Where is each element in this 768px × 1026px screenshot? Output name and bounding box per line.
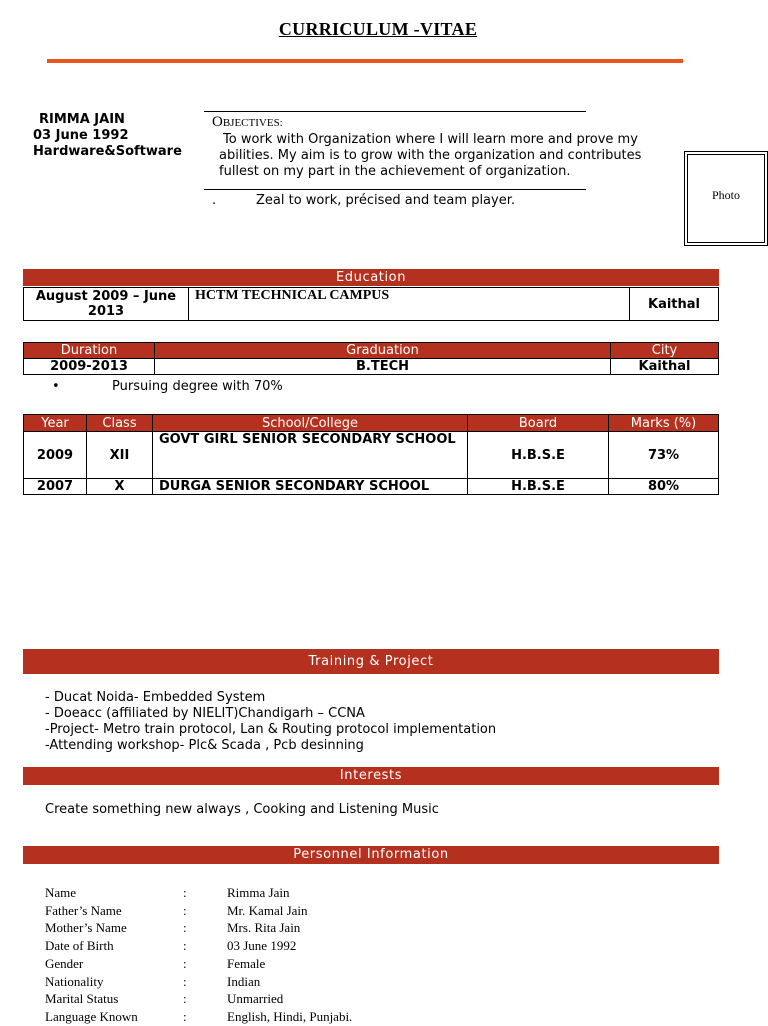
cell-class: X <box>87 479 153 495</box>
cell-board: H.B.S.E <box>468 432 609 479</box>
col-year: Year <box>24 415 87 432</box>
education-city: Kaithal <box>630 288 719 321</box>
col-marks: Marks (%) <box>609 415 719 432</box>
info-value: Indian <box>227 973 261 989</box>
training-list <box>45 690 496 754</box>
col-city: City <box>611 343 719 359</box>
col-class: Class <box>87 415 153 432</box>
objective-line: abilities. My aim is to grow with the organization and contributes <box>219 148 642 163</box>
cell-school: DURGA SENIOR SECONDARY SCHOOL <box>153 479 468 495</box>
list-item <box>45 937 352 955</box>
candidate-dob: 03 June 1992 <box>33 128 129 143</box>
table-row <box>24 479 719 495</box>
graduation-note <box>52 379 283 394</box>
cell-class: XII <box>87 432 153 479</box>
photo-frame <box>684 151 768 246</box>
info-key: Gender <box>45 955 84 971</box>
candidate-name: RIMMA JAIN <box>39 112 125 127</box>
col-duration: Duration <box>24 343 155 359</box>
info-value: Mrs. Rita Jain <box>227 920 301 936</box>
education-institute: HCTM TECHNICAL CAMPUS <box>189 288 630 321</box>
strength-line <box>212 193 515 208</box>
list-item <box>45 919 352 937</box>
list-item <box>45 884 352 902</box>
table-row <box>24 432 719 479</box>
photo-label: Photo <box>687 154 765 243</box>
cell-duration: 2009-2013 <box>24 359 155 375</box>
education-period: August 2009 – June 2013 <box>24 288 189 321</box>
info-sep: : <box>183 902 187 918</box>
graduation-table <box>23 342 719 375</box>
info-value: English, Hindi, Punjabi. <box>227 1008 353 1024</box>
cell-marks: 73% <box>609 432 719 479</box>
info-value: 03 June 1992 <box>227 938 297 954</box>
list-item <box>45 973 352 991</box>
list-item <box>45 990 352 1008</box>
interests-bar: Interests <box>23 767 719 785</box>
info-value: Mr. Kamal Jain <box>227 902 308 918</box>
info-sep: : <box>183 991 187 1007</box>
list-item <box>45 1008 352 1026</box>
school-table <box>23 414 719 495</box>
objectives-bottom-rule <box>204 189 586 190</box>
objectives-text <box>219 132 689 180</box>
interests-text: Create something new always , Cooking and Listening Music <box>45 802 439 817</box>
cell-marks: 80% <box>609 479 719 495</box>
objective-line: fullest on my part in the achievement of organization. <box>219 164 571 179</box>
training-bar: Training & Project <box>23 649 719 674</box>
cell-year: 2007 <box>24 479 87 495</box>
objectives-heading <box>212 114 283 131</box>
cell-school: GOVT GIRL SENIOR SECONDARY SCHOOL <box>153 432 468 479</box>
info-key: Name <box>45 885 77 900</box>
graduation-note-text: Pursuing degree with 70% <box>112 379 283 394</box>
title-rule <box>47 59 683 63</box>
table-row <box>24 359 719 375</box>
col-graduation: Graduation <box>155 343 611 359</box>
cell-year: 2009 <box>24 432 87 479</box>
strength-text: Zeal to work, précised and team player. <box>256 193 515 208</box>
info-sep: : <box>183 955 187 971</box>
info-value: Unmarried <box>227 991 284 1007</box>
strength-bullet: . <box>212 193 217 208</box>
education-bar: Education <box>23 269 719 286</box>
info-key: Father’s Name <box>45 902 122 918</box>
col-board: Board <box>468 415 609 432</box>
list-item: -Project- Metro train protocol, Lan & Routing protocol implementation <box>45 722 497 737</box>
cell-graduation: B.TECH <box>155 359 611 375</box>
list-item: -Attending workshop- Plc& Scada , Pcb desinning <box>45 738 364 753</box>
info-sep: : <box>183 1008 187 1024</box>
cell-board: H.B.S.E <box>468 479 609 495</box>
page-title: CURRICULUM -VITAE <box>278 19 478 39</box>
info-key: Nationality <box>45 973 104 989</box>
info-key: Marital Status <box>45 991 119 1007</box>
info-value: Rimma Jain <box>227 885 290 900</box>
list-item <box>45 955 352 973</box>
info-sep: : <box>183 920 187 936</box>
list-item: - Ducat Noida- Embedded System <box>45 690 266 705</box>
education-table <box>23 287 719 321</box>
info-key: Mother’s Name <box>45 920 127 936</box>
objective-line: To work with Organization where I will learn more and prove my <box>223 132 638 147</box>
identity-block <box>33 112 182 160</box>
cell-city: Kaithal <box>611 359 719 375</box>
col-school: School/College <box>153 415 468 432</box>
personal-bar: Personnel Information <box>23 846 719 864</box>
info-value: Female <box>227 955 266 971</box>
objectives-heading-initial: O <box>212 114 223 130</box>
candidate-field: Hardware&Software <box>33 144 182 159</box>
objectives-top-rule <box>204 111 586 112</box>
info-sep: : <box>183 885 187 900</box>
info-sep: : <box>183 938 187 954</box>
info-key: Date of Birth <box>45 938 114 954</box>
objectives-heading-rest: BJECTIVES: <box>222 117 283 129</box>
info-sep: : <box>183 973 187 989</box>
list-item <box>45 902 352 920</box>
personal-info <box>45 884 352 1026</box>
list-item: - Doeacc (affiliated by NIELIT)Chandigarh – CCNA <box>45 706 365 721</box>
bullet-icon: • <box>52 379 60 394</box>
info-key: Language Known <box>45 1008 138 1024</box>
